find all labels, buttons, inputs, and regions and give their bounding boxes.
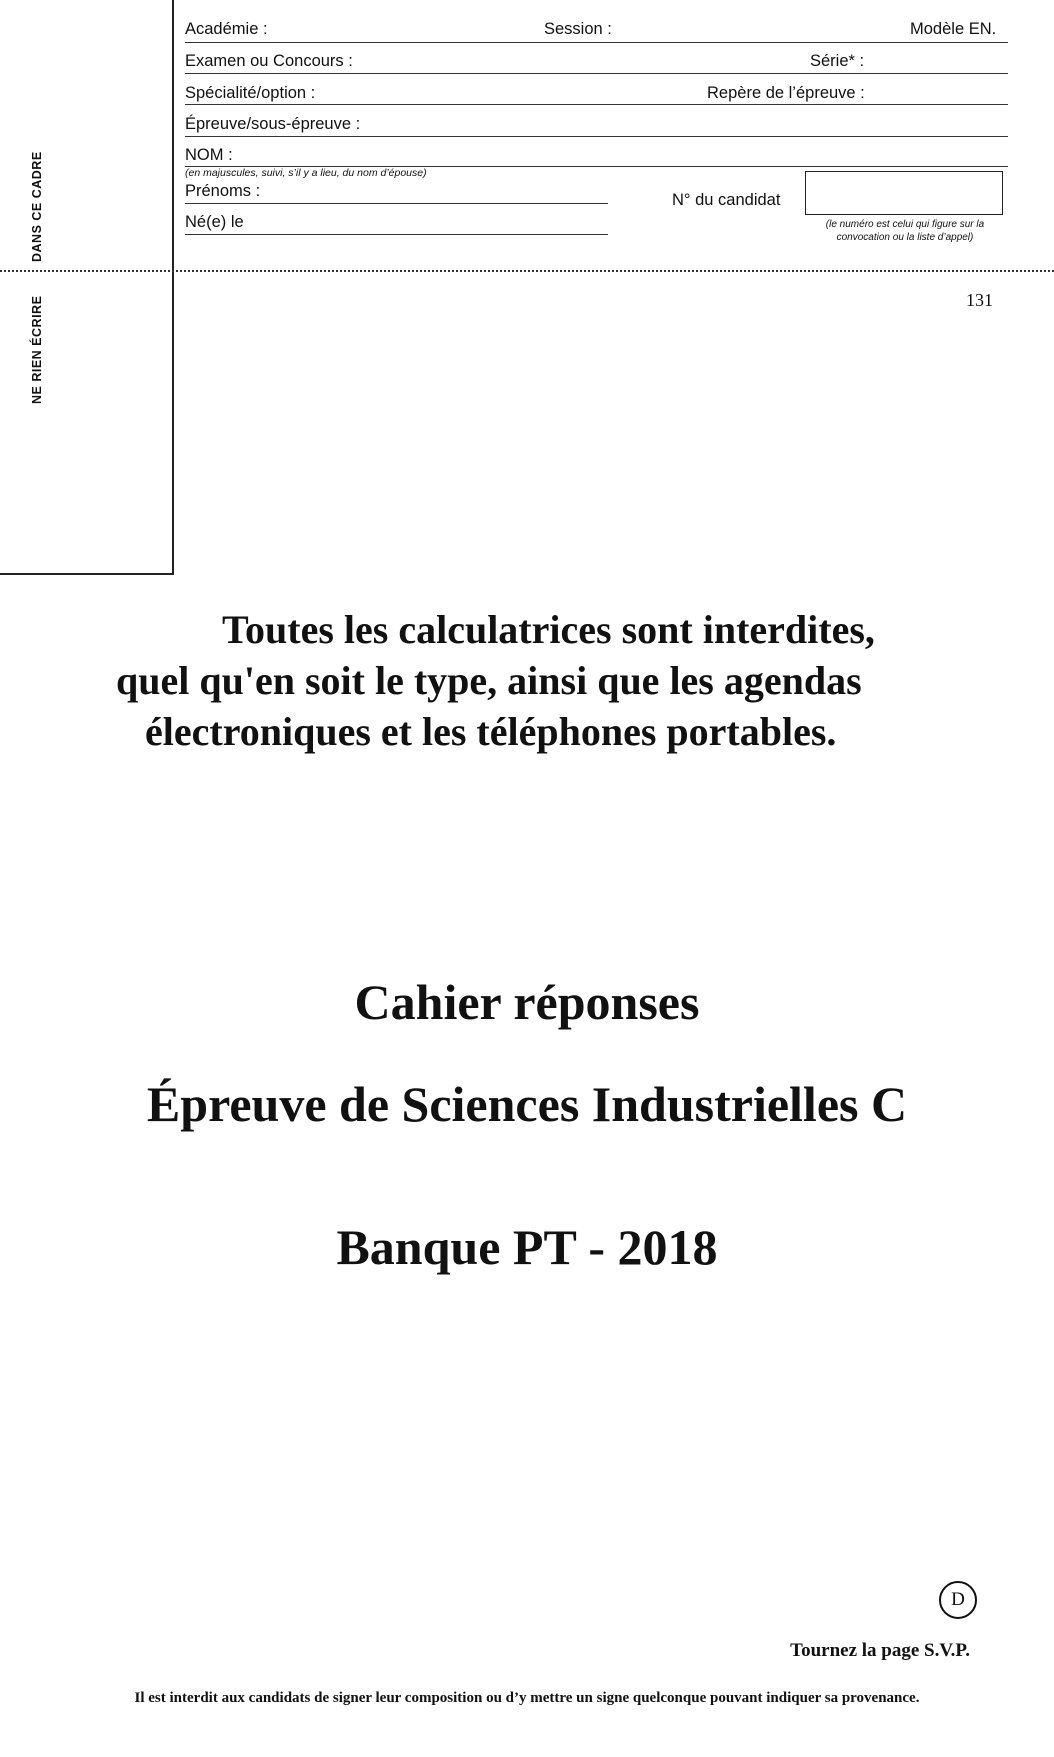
repere-label: Repère de l’épreuve : (707, 84, 865, 102)
nee-label: Né(e) le (185, 213, 244, 231)
page-code: 131 (966, 290, 993, 310)
title-epreuve: Épreuve de Sciences Industrielles C (146, 1076, 908, 1132)
nee-line[interactable] (185, 234, 608, 235)
warning-line-3: électroniques et les téléphones portables. (145, 709, 837, 754)
title-cahier-reponses: Cahier réponses (354, 974, 700, 1030)
examen-label: Examen ou Concours : (185, 52, 353, 70)
epreuve-line[interactable] (185, 136, 1008, 137)
academie-label: Académie : (185, 20, 268, 38)
academie-line[interactable] (185, 42, 1008, 43)
header-divider-vertical (172, 0, 174, 270)
warning-line-1: Toutes les calculatrices sont interdites, (222, 607, 875, 652)
circle-letter: D (951, 1589, 965, 1610)
candidate-number-box[interactable] (805, 171, 1003, 215)
calculator-warning (60, 604, 1000, 757)
footer-disclaimer: Il est interdit aux candidats de signer leur composition ou d’y mettre un signe quelconque pouvant indiquer sa provenance. (134, 1690, 920, 1706)
prenoms-line[interactable] (185, 203, 608, 204)
nom-label: NOM : (185, 146, 233, 164)
modele-label: Modèle EN. (910, 20, 997, 38)
specialite-line[interactable] (185, 104, 1008, 105)
candidat-note-line1: (le numéro est celui qui figure sur la (825, 219, 985, 230)
candidat-note-line2: convocation ou la liste d’appel) (836, 232, 974, 243)
specialite-label: Spécialité/option : (185, 84, 316, 102)
session-label: Session : (544, 20, 612, 38)
examen-line[interactable] (185, 73, 1008, 74)
cut-dotted-line (0, 270, 1054, 272)
left-margin-frame (0, 0, 174, 575)
sidebar-text-bottom: NE RIEN ÉCRIRE (30, 295, 44, 404)
prenoms-label: Prénoms : (185, 182, 261, 200)
nom-note: (en majuscules, suivi, s’il y a lieu, du nom d’épouse) (185, 167, 427, 179)
epreuve-label: Épreuve/sous-épreuve : (185, 115, 361, 133)
sidebar-text-top: DANS CE CADRE (30, 151, 44, 262)
circle-letter-badge (939, 1581, 977, 1619)
title-banque: Banque PT - 2018 (336, 1219, 718, 1275)
turn-page-note: Tournez la page S.V.P. (790, 1640, 970, 1661)
serie-label: Série* : (810, 52, 865, 70)
warning-line-2: quel qu'en soit le type, ainsi que les agendas (116, 658, 862, 703)
candidat-note (800, 218, 1010, 244)
candidat-label: N° du candidat (672, 191, 781, 209)
